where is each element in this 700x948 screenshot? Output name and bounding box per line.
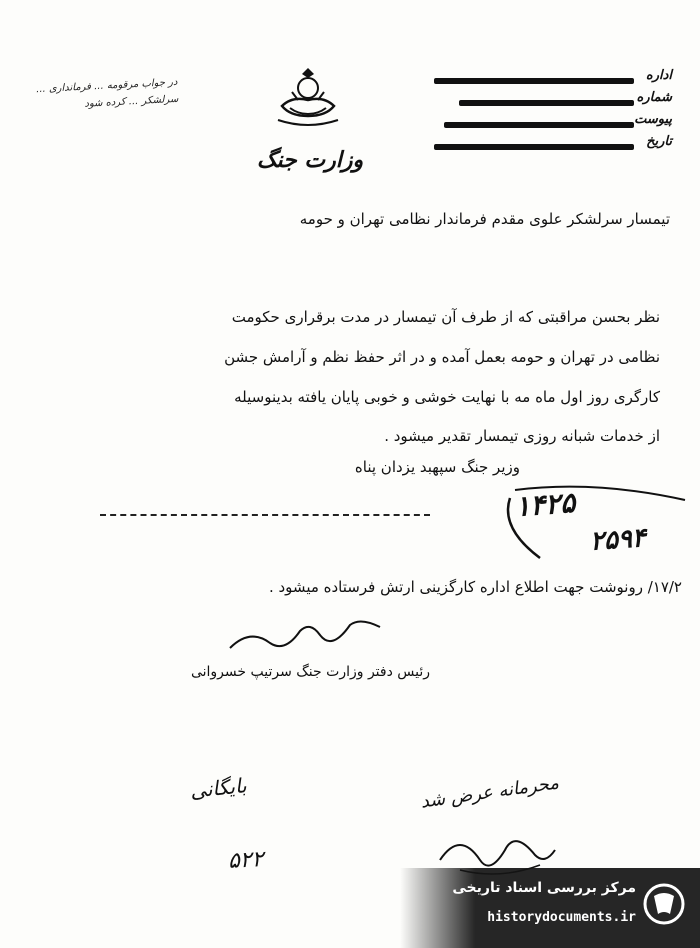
- letter-line-3: کارگری روز اول ماه مه با نهایت خوشی و خوبی پایان یافته بدینوسیله: [234, 388, 660, 406]
- handwritten-archive-number: ۵۲۲: [227, 847, 265, 874]
- copy-distribution-line: ۱۷/۲/ رونوشت جهت اطلاع اداره کارگزینی ارتش فرستاده میشود .: [268, 578, 682, 596]
- field-attachment-line: [444, 122, 634, 128]
- letter-line-2: نظامی در تهران و حومه بعمل آمده و در اثر حفظ نظم و آرامش جشن: [224, 348, 660, 366]
- field-attachment-label: پیوست: [634, 112, 672, 127]
- ministry-title: وزارت جنگ: [256, 148, 364, 173]
- field-date-label: تاریخ: [646, 134, 672, 149]
- archive-logo-icon: [642, 882, 686, 926]
- letter-addressee: تیمسار سرلشکر علوی مقدم فرماندار نظامی تهران و حومه: [299, 210, 670, 228]
- registration-number-top: ۱۴۲۵: [513, 485, 577, 524]
- handwritten-confidential-note: محرمانه عرض شد: [419, 772, 561, 813]
- field-number-line: [459, 100, 634, 106]
- field-office: [372, 68, 672, 90]
- office-chief-signer: رئیس دفتر وزارت جنگ سرتیپ خسروانی: [190, 664, 430, 680]
- dashed-divider: [100, 514, 430, 516]
- field-number-label: شماره: [636, 90, 672, 105]
- watermark-url: historydocuments.ir: [487, 910, 636, 925]
- field-date-line: [434, 144, 634, 150]
- letter-line-4: از خدمات شبانه روزی تیمسار تقدیر میشود .: [384, 427, 660, 445]
- letter-closing-signature: وزیر جنگ سپهبد یزدان پناه: [354, 458, 520, 476]
- field-number: [372, 90, 672, 112]
- field-attachment: [372, 112, 672, 134]
- signature-icon: [225, 618, 385, 658]
- header-fields: [372, 68, 672, 156]
- letter-line-1: نظر بحسن مراقبتی که از طرف آن تیمسار در مدت برقراری حکومت: [231, 308, 660, 326]
- lion-and-sun-emblem-icon: [268, 62, 348, 132]
- watermark-title: مرکز بررسی اسناد تاریخی: [452, 880, 636, 896]
- field-office-label: اداره: [645, 68, 672, 83]
- field-date: [372, 134, 672, 156]
- field-office-line: [434, 78, 634, 84]
- registration-number-bottom: ۲۵۹۴: [589, 523, 647, 557]
- top-left-handwritten-note: در جواب مرقومه ... فرمانداری ... سرلشکر ... کرده شود: [35, 76, 179, 110]
- handwritten-archive-note: بایگانی: [188, 773, 248, 803]
- archive-watermark: [400, 868, 700, 948]
